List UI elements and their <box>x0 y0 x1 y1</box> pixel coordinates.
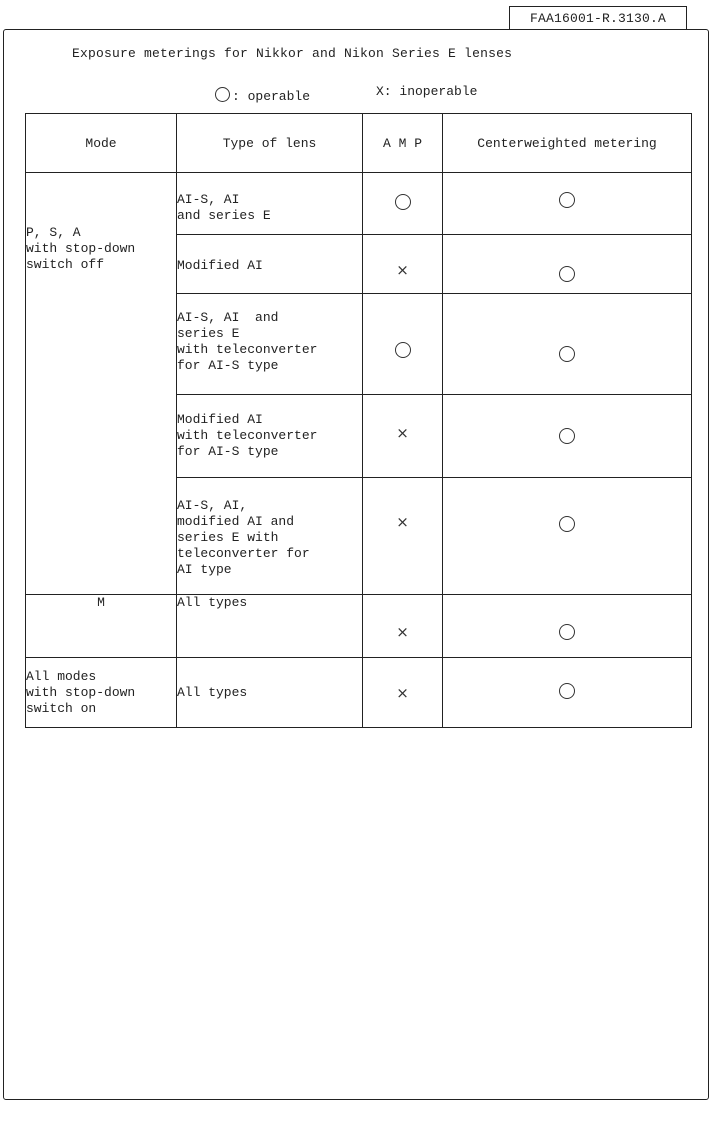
center-cell <box>443 658 692 728</box>
inoperable-x-icon: × <box>396 424 409 442</box>
lens-cell: AI-S, AI, modified AI and series E with teleconverter for AI type <box>177 478 363 595</box>
column-header-centerweighted: Centerweighted metering <box>443 114 692 173</box>
mode-cell <box>26 173 177 595</box>
center-cell <box>443 395 692 478</box>
lens-cell: All types <box>177 658 363 728</box>
operable-circle-icon <box>559 346 575 362</box>
table-row <box>26 595 692 658</box>
document-id: FAA16001-R.3130.A <box>509 6 687 30</box>
inoperable-x-icon: × <box>396 513 409 531</box>
legend-operable <box>215 87 310 104</box>
amp-cell <box>363 294 443 395</box>
inoperable-x-icon: × <box>396 261 409 279</box>
amp-cell <box>363 478 443 595</box>
center-cell <box>443 478 692 595</box>
inoperable-x-icon: × <box>396 683 409 702</box>
page-title: Exposure meterings for Nikkor and Nikon Series E lenses <box>72 46 513 61</box>
operable-circle-icon <box>559 624 575 640</box>
amp-cell <box>363 595 443 658</box>
inoperable-x-icon: × <box>396 623 409 641</box>
legend-operable-text: : operable <box>232 89 311 104</box>
column-header-mode: Mode <box>26 114 177 173</box>
center-cell <box>443 595 692 658</box>
mode-label: M <box>97 595 105 610</box>
lens-cell: Modified AI <box>177 235 363 294</box>
column-header-amp: A M P <box>363 114 443 173</box>
amp-cell <box>363 235 443 294</box>
center-cell <box>443 235 692 294</box>
lens-cell: Modified AI with teleconverter for AI-S type <box>177 395 363 478</box>
mode-label: All modes with stop-down switch on <box>26 668 136 716</box>
amp-cell <box>363 173 443 235</box>
operable-circle-icon <box>559 266 575 282</box>
column-header-lens-type: Type of lens <box>177 114 363 173</box>
table-header-row <box>26 114 692 173</box>
metering-table <box>25 113 692 728</box>
operable-circle-icon <box>559 428 575 444</box>
lens-cell: AI-S, AI and series E with teleconverter for AI-S type <box>177 294 363 395</box>
circle-icon <box>215 87 230 102</box>
mode-cell <box>26 658 177 728</box>
center-cell <box>443 173 692 235</box>
operable-circle-icon <box>395 194 411 210</box>
table-row <box>26 658 692 728</box>
center-cell <box>443 294 692 395</box>
lens-cell: AI-S, AI and series E <box>177 173 363 235</box>
legend-inoperable: X: inoperable <box>376 84 478 99</box>
amp-cell <box>363 658 443 728</box>
operable-circle-icon <box>395 342 411 358</box>
table-row <box>26 173 692 235</box>
mode-label: P, S, A with stop-down switch off <box>26 225 136 272</box>
amp-cell <box>363 395 443 478</box>
operable-circle-icon <box>559 192 575 208</box>
mode-cell <box>26 595 177 658</box>
operable-circle-icon <box>559 516 575 532</box>
operable-circle-icon <box>559 683 575 699</box>
lens-cell: All types <box>177 595 363 658</box>
